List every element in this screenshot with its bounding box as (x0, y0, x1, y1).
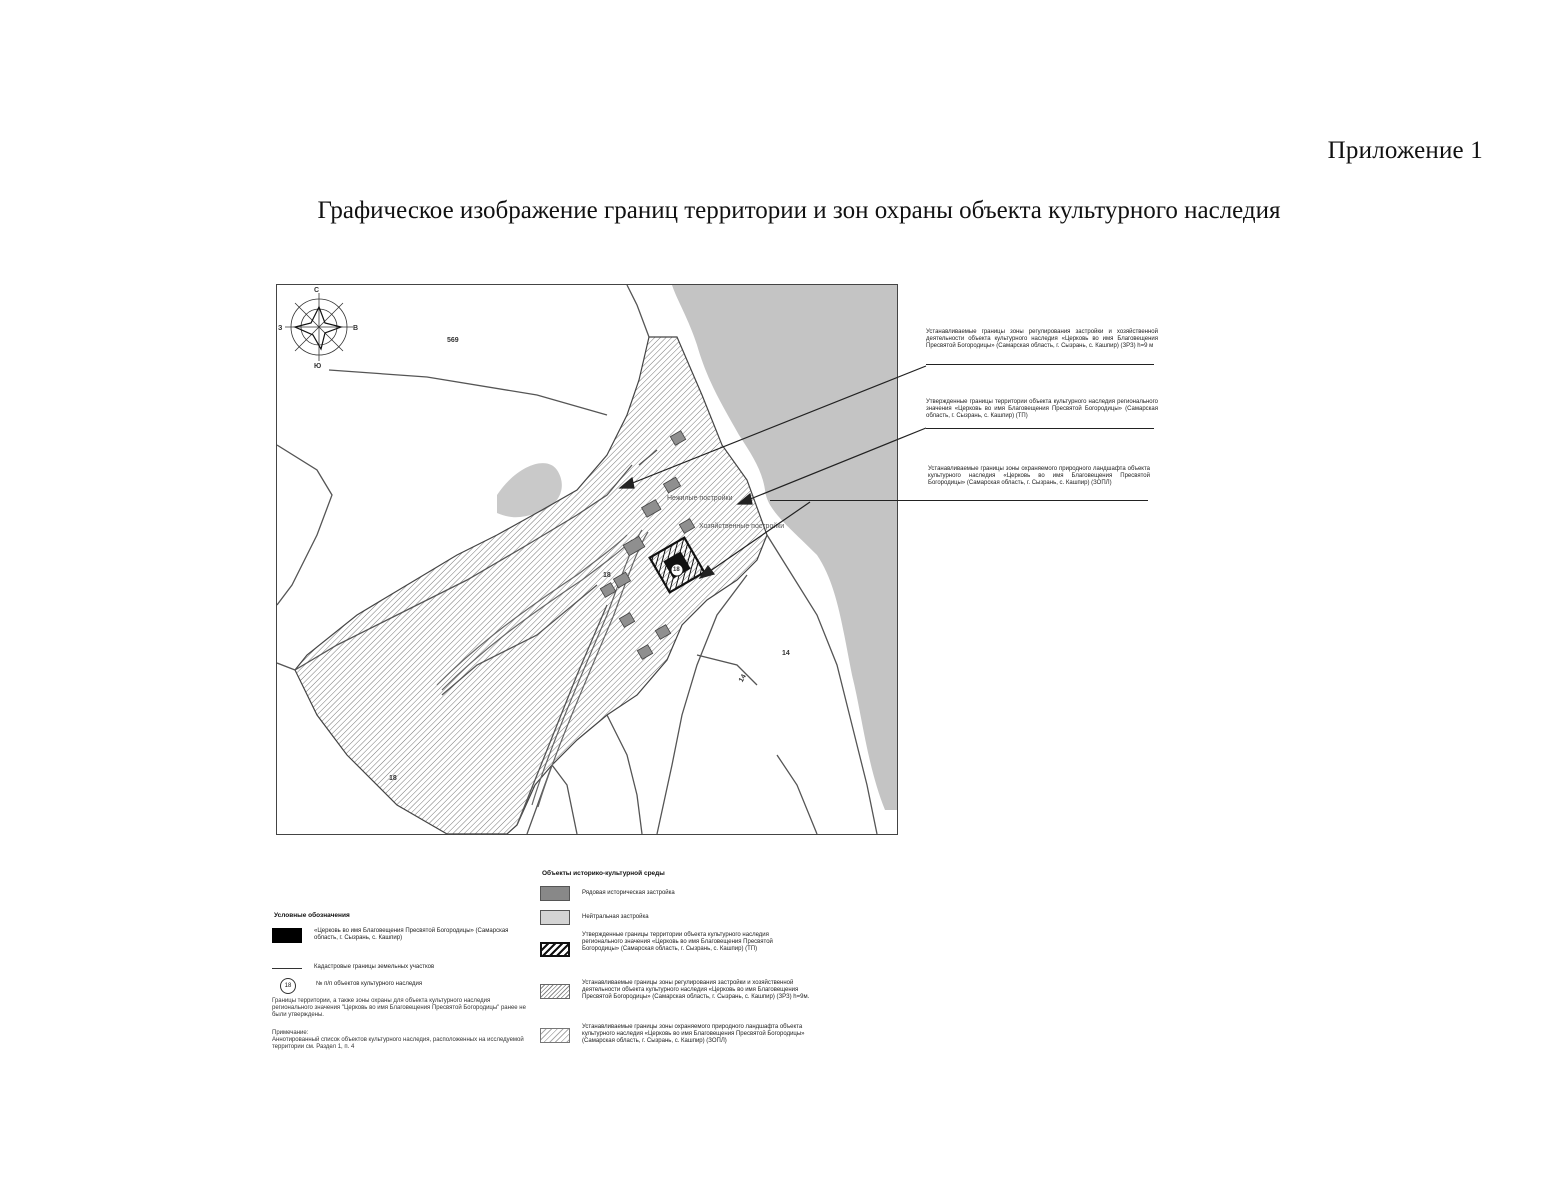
parcel-label-569: 569 (447, 337, 459, 344)
legend-item-cadastral (272, 964, 512, 971)
legend-item-tp (540, 932, 810, 957)
legend-label-neutral: Нейтральная застройка (582, 914, 649, 920)
callout-zopl: Устанавливаемые границы зоны охраняемого природного ландшафта объекта культурного наследия «Церковь во имя Благовещения Пресвятой Богородицы» (Самарская область, г. Сызрань, с. Кашпир) (ЗОПЛ) (928, 466, 1150, 486)
legend-note-annotation: Аннотированный список объектов культурного наследия, расположенных на исследуемой территории см. Раздел 1, п. 4 (272, 1037, 524, 1050)
legend-item-neutral (540, 910, 810, 925)
legend-label-church: «Церковь во имя Благовещения Пресвятой Богородицы» (Самарская область, г. Сызрань, с. Кашпир) (314, 928, 509, 941)
legend-item-historic (540, 886, 810, 901)
legend-item-zrz (540, 980, 810, 1001)
object-number-marker: 18 (673, 567, 680, 573)
legend-left-heading: Условные обозначения (274, 912, 350, 919)
legend-label-historic: Рядовая историческая застройка (582, 890, 675, 896)
parcel-label-14b: 14 (737, 673, 748, 684)
legend-label-tp: Утвержденные границы территории объекта культурного наследия регионального значения «Церковь во имя Благовещения Пресвятой Богородицы» (Самарская область, г. Сызрань, с. Кашпир) (ТП) (582, 932, 773, 952)
building-label-2: Хозяйственные постройки (699, 523, 785, 530)
legend-swatch-number: 18 (280, 978, 296, 994)
legend-swatch-historic (540, 886, 570, 901)
parcel-label-14a: 14 (782, 650, 790, 657)
callout-zrz: Устанавливаемые границы зоны регулирования застройки и хозяйственной деятельности объекта культурного наследия «Церковь во имя Благовещения Пресвятой Богородицы» (Самарская область, г. Сызрань, с. Кашпир) (ЗРЗ) h=9 м (926, 329, 1158, 349)
legend-swatch-tp (540, 942, 570, 957)
legend-item-church (272, 928, 512, 943)
compass-east: В (353, 325, 359, 332)
legend-swatch-zopl (540, 1028, 570, 1043)
page-title: Графическое изображение границ территории и зон охраны объекта культурного наследия (317, 197, 1281, 224)
legend-note-boundaries: Границы территории, а также зоны охраны для объекта культурного наследия регионального значения "Церковь во имя Благовещения Пресвятой Богородицы" ранее не были утверждены. (272, 998, 526, 1018)
legend-right-heading: Объекты историко-культурной среды (542, 870, 665, 877)
legend-label-cadastral: Кадастровые границы земельных участков (314, 964, 435, 970)
parcel-label-18a: 18 (389, 775, 397, 782)
legend-label-number: № п/п объектов культурного наследия (316, 981, 423, 987)
callout-tp: Утвержденные границы территории объекта культурного наследия регионального значения «Церковь во имя Благовещения Пресвятой Богородицы» (Самарская область, г. Сызрань, с. Кашпир) (ТП) (926, 399, 1158, 419)
legend-note-heading: Примечание: (272, 1030, 309, 1036)
legend-swatch-church (272, 928, 302, 943)
legend-label-zopl: Устанавливаемые границы зоны охраняемого природного ландшафта объекта культурного наследия «Церковь во имя Благовещения Пресвятой Богородицы» (Самарская область, г. Сызрань, с. Кашпир) (ЗОПЛ) (582, 1024, 805, 1044)
compass-west: З (278, 325, 283, 332)
legend-item-zopl (540, 1024, 810, 1045)
parcel-label-18b: 18 (603, 572, 611, 579)
legend-swatch-cadastral (272, 968, 302, 969)
building-label-1: Нежилые постройки (667, 495, 733, 502)
compass-south: Ю (314, 363, 322, 370)
appendix-label: Приложение 1 (1327, 137, 1483, 164)
compass-north: С (314, 287, 320, 294)
legend-label-zrz: Устанавливаемые границы зоны регулирования застройки и хозяйственной деятельности объекта культурного наследия «Церковь во имя Благовещения Пресвятой Богородицы» (Самарская область, г. Сызрань, с. Кашпир) (ЗРЗ) h=9м. (582, 980, 810, 1000)
legend-swatch-neutral (540, 910, 570, 925)
legend-item-number (272, 978, 512, 994)
legend-swatch-zrz (540, 984, 570, 999)
